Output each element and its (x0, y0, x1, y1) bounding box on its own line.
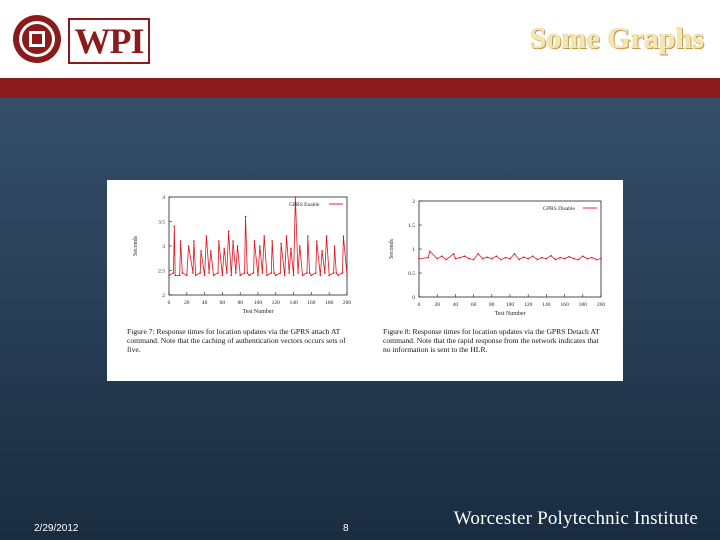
data-point (418, 258, 420, 260)
logo-wordmark: WPI (74, 21, 144, 61)
data-point (297, 272, 299, 274)
data-point (237, 245, 239, 247)
x-tick-label: 80 (489, 302, 495, 308)
data-point (180, 240, 182, 242)
data-point (455, 258, 457, 260)
y-tick-label: 1.5 (408, 223, 415, 229)
x-tick-label: 100 (253, 300, 263, 306)
x-tick-label: 140 (289, 300, 298, 306)
data-point (315, 272, 317, 274)
data-point (192, 272, 194, 274)
data-point (464, 255, 466, 257)
data-point (436, 258, 438, 260)
chart-gprs-enable (107, 180, 365, 325)
data-point (254, 240, 256, 242)
data-point (518, 259, 520, 261)
wpi-logo (12, 14, 142, 68)
plot-frame (419, 201, 601, 297)
data-point (293, 275, 295, 277)
data-point (328, 275, 330, 277)
data-point (231, 275, 233, 277)
seal-icon (12, 14, 62, 64)
x-tick-label: 40 (201, 300, 208, 306)
data-point (546, 258, 548, 260)
x-tick-label: 60 (219, 300, 226, 306)
data-point (259, 245, 261, 247)
data-point (199, 272, 201, 274)
data-point (275, 275, 277, 277)
data-point (257, 275, 259, 277)
x-tick-label: 100 (505, 302, 515, 308)
data-point (509, 258, 511, 260)
x-tick-label: 20 (184, 300, 190, 306)
data-point (208, 272, 210, 274)
data-point (174, 226, 176, 228)
data-point (486, 256, 488, 258)
data-point (343, 235, 345, 237)
plot-frame (169, 197, 347, 295)
data-point (179, 275, 181, 277)
data-point (496, 255, 498, 257)
data-point (532, 255, 534, 257)
data-point (290, 248, 292, 250)
data-point (295, 196, 297, 198)
data-point (226, 272, 228, 274)
data-point (186, 275, 188, 277)
caption-figure-7: Figure 7: Response times for location updates via the GPRS attach AT command. Note that the caching of authentication vectors occurs sets of five. (127, 327, 346, 354)
data-point (206, 235, 208, 237)
data-point (316, 240, 318, 242)
data-point (505, 257, 507, 259)
data-point (248, 275, 250, 277)
data-point (446, 259, 448, 261)
data-point (262, 272, 264, 274)
x-tick-label: 80 (237, 300, 243, 306)
y-tick-label: 2.5 (158, 268, 165, 275)
x-axis-label: Test Number (242, 309, 274, 315)
data-point (279, 272, 281, 274)
data-point (326, 235, 328, 237)
data-point (311, 275, 313, 277)
data-point (573, 258, 575, 260)
data-point (564, 258, 566, 260)
data-point (168, 275, 170, 277)
x-tick-label: 140 (542, 302, 551, 308)
data-point (232, 240, 234, 242)
data-point (477, 253, 479, 255)
y-tick-label: 0 (412, 295, 415, 301)
x-tick-label: 180 (325, 300, 334, 306)
data-point (195, 275, 197, 277)
data-point (217, 272, 219, 274)
data-point (491, 258, 493, 260)
data-point (582, 255, 584, 257)
data-point (244, 272, 246, 274)
data-point (204, 275, 206, 277)
y-tick-label: 4 (162, 195, 165, 201)
data-point (273, 272, 275, 274)
data-point (441, 255, 443, 257)
data-point (288, 272, 290, 274)
data-point (577, 259, 579, 261)
data-point (600, 258, 602, 260)
data-point (174, 275, 176, 277)
data-point (333, 272, 335, 274)
data-point (541, 257, 543, 259)
x-tick-label: 60 (470, 302, 477, 308)
y-tick-label: 0.5 (408, 271, 415, 277)
legend-label: GPRS Enable (289, 202, 320, 208)
data-point (263, 235, 265, 237)
data-point (514, 253, 516, 255)
data-point (222, 275, 224, 277)
x-axis-label: Test Number (494, 311, 526, 317)
data-point (271, 240, 273, 242)
data-point (228, 231, 230, 233)
x-tick-label: 160 (307, 300, 316, 306)
wpi-wordmark-box (68, 18, 150, 64)
y-tick-label: 2 (162, 293, 165, 299)
data-point (173, 272, 175, 274)
data-point (253, 272, 255, 274)
data-point (334, 245, 336, 247)
data-point (218, 240, 220, 242)
data-point (550, 255, 552, 257)
data-point (182, 272, 184, 274)
data-point (188, 245, 190, 247)
data-point (473, 259, 475, 261)
y-axis-label: Seconds (133, 236, 139, 256)
data-point (210, 250, 212, 252)
data-point (271, 272, 273, 274)
data-point (266, 275, 268, 277)
x-tick-label: 40 (452, 302, 459, 308)
data-point (468, 258, 470, 260)
data-point (587, 258, 589, 260)
y-tick-label: 2 (412, 199, 415, 205)
y-tick-label: 3.5 (158, 219, 165, 226)
y-axis-label: Seconds (389, 239, 395, 259)
slide-title: Some Graphs (529, 22, 704, 55)
data-point (324, 272, 326, 274)
data-point (321, 250, 323, 252)
data-point (453, 253, 455, 255)
data-point (284, 275, 286, 277)
data-point (591, 257, 593, 259)
data-point (307, 235, 309, 237)
data-point (320, 275, 322, 277)
data-point (537, 259, 539, 261)
x-tick-label: 120 (271, 300, 280, 306)
footer-date: 2/29/2012 (34, 523, 79, 534)
series-line (169, 197, 347, 275)
data-point (336, 272, 338, 274)
data-point (523, 256, 525, 258)
data-point (482, 258, 484, 260)
data-point (235, 272, 237, 274)
data-point (306, 272, 308, 274)
x-tick-label: 0 (167, 300, 171, 306)
data-point (286, 235, 288, 237)
data-point (429, 251, 431, 253)
data-point (302, 275, 304, 277)
x-tick-label: 120 (524, 302, 533, 308)
data-point (459, 257, 461, 259)
data-point (200, 250, 202, 252)
data-point (280, 243, 282, 245)
chart-gprs-disable (365, 180, 623, 325)
data-point (500, 259, 502, 261)
y-tick-label: 1 (412, 247, 415, 253)
data-point (223, 248, 225, 250)
institution-name: Worcester Polytechnic Institute (453, 508, 698, 529)
x-tick-label: 20 (434, 302, 440, 308)
data-point (346, 275, 348, 277)
data-point (337, 275, 339, 277)
data-point (245, 216, 247, 218)
x-tick-label: 180 (578, 302, 587, 308)
data-point (309, 272, 311, 274)
data-point (555, 259, 557, 261)
x-tick-label: 0 (417, 302, 421, 308)
data-point (568, 256, 570, 258)
data-point (559, 257, 561, 259)
figure-panel (107, 180, 623, 381)
caption-figure-8: Figure 8: Response times for location updates via the GPRS Detach AT command. Note that the rapid response from the network indicates that no information is sent to the HLR. (383, 327, 600, 354)
data-point (342, 272, 344, 274)
legend-label: GPRS Disable (543, 206, 575, 212)
data-point (213, 275, 215, 277)
data-point (247, 272, 249, 274)
page-number: 8 (343, 523, 349, 534)
data-point (527, 258, 529, 260)
accent-bar (0, 78, 720, 98)
x-tick-label: 160 (560, 302, 569, 308)
data-point (427, 257, 429, 259)
data-point (299, 245, 301, 247)
x-tick-label: 200 (342, 300, 352, 306)
data-point (239, 275, 241, 277)
data-point (193, 240, 195, 242)
y-tick-label: 3 (162, 244, 165, 250)
data-point (596, 259, 598, 261)
x-tick-label: 200 (596, 302, 606, 308)
